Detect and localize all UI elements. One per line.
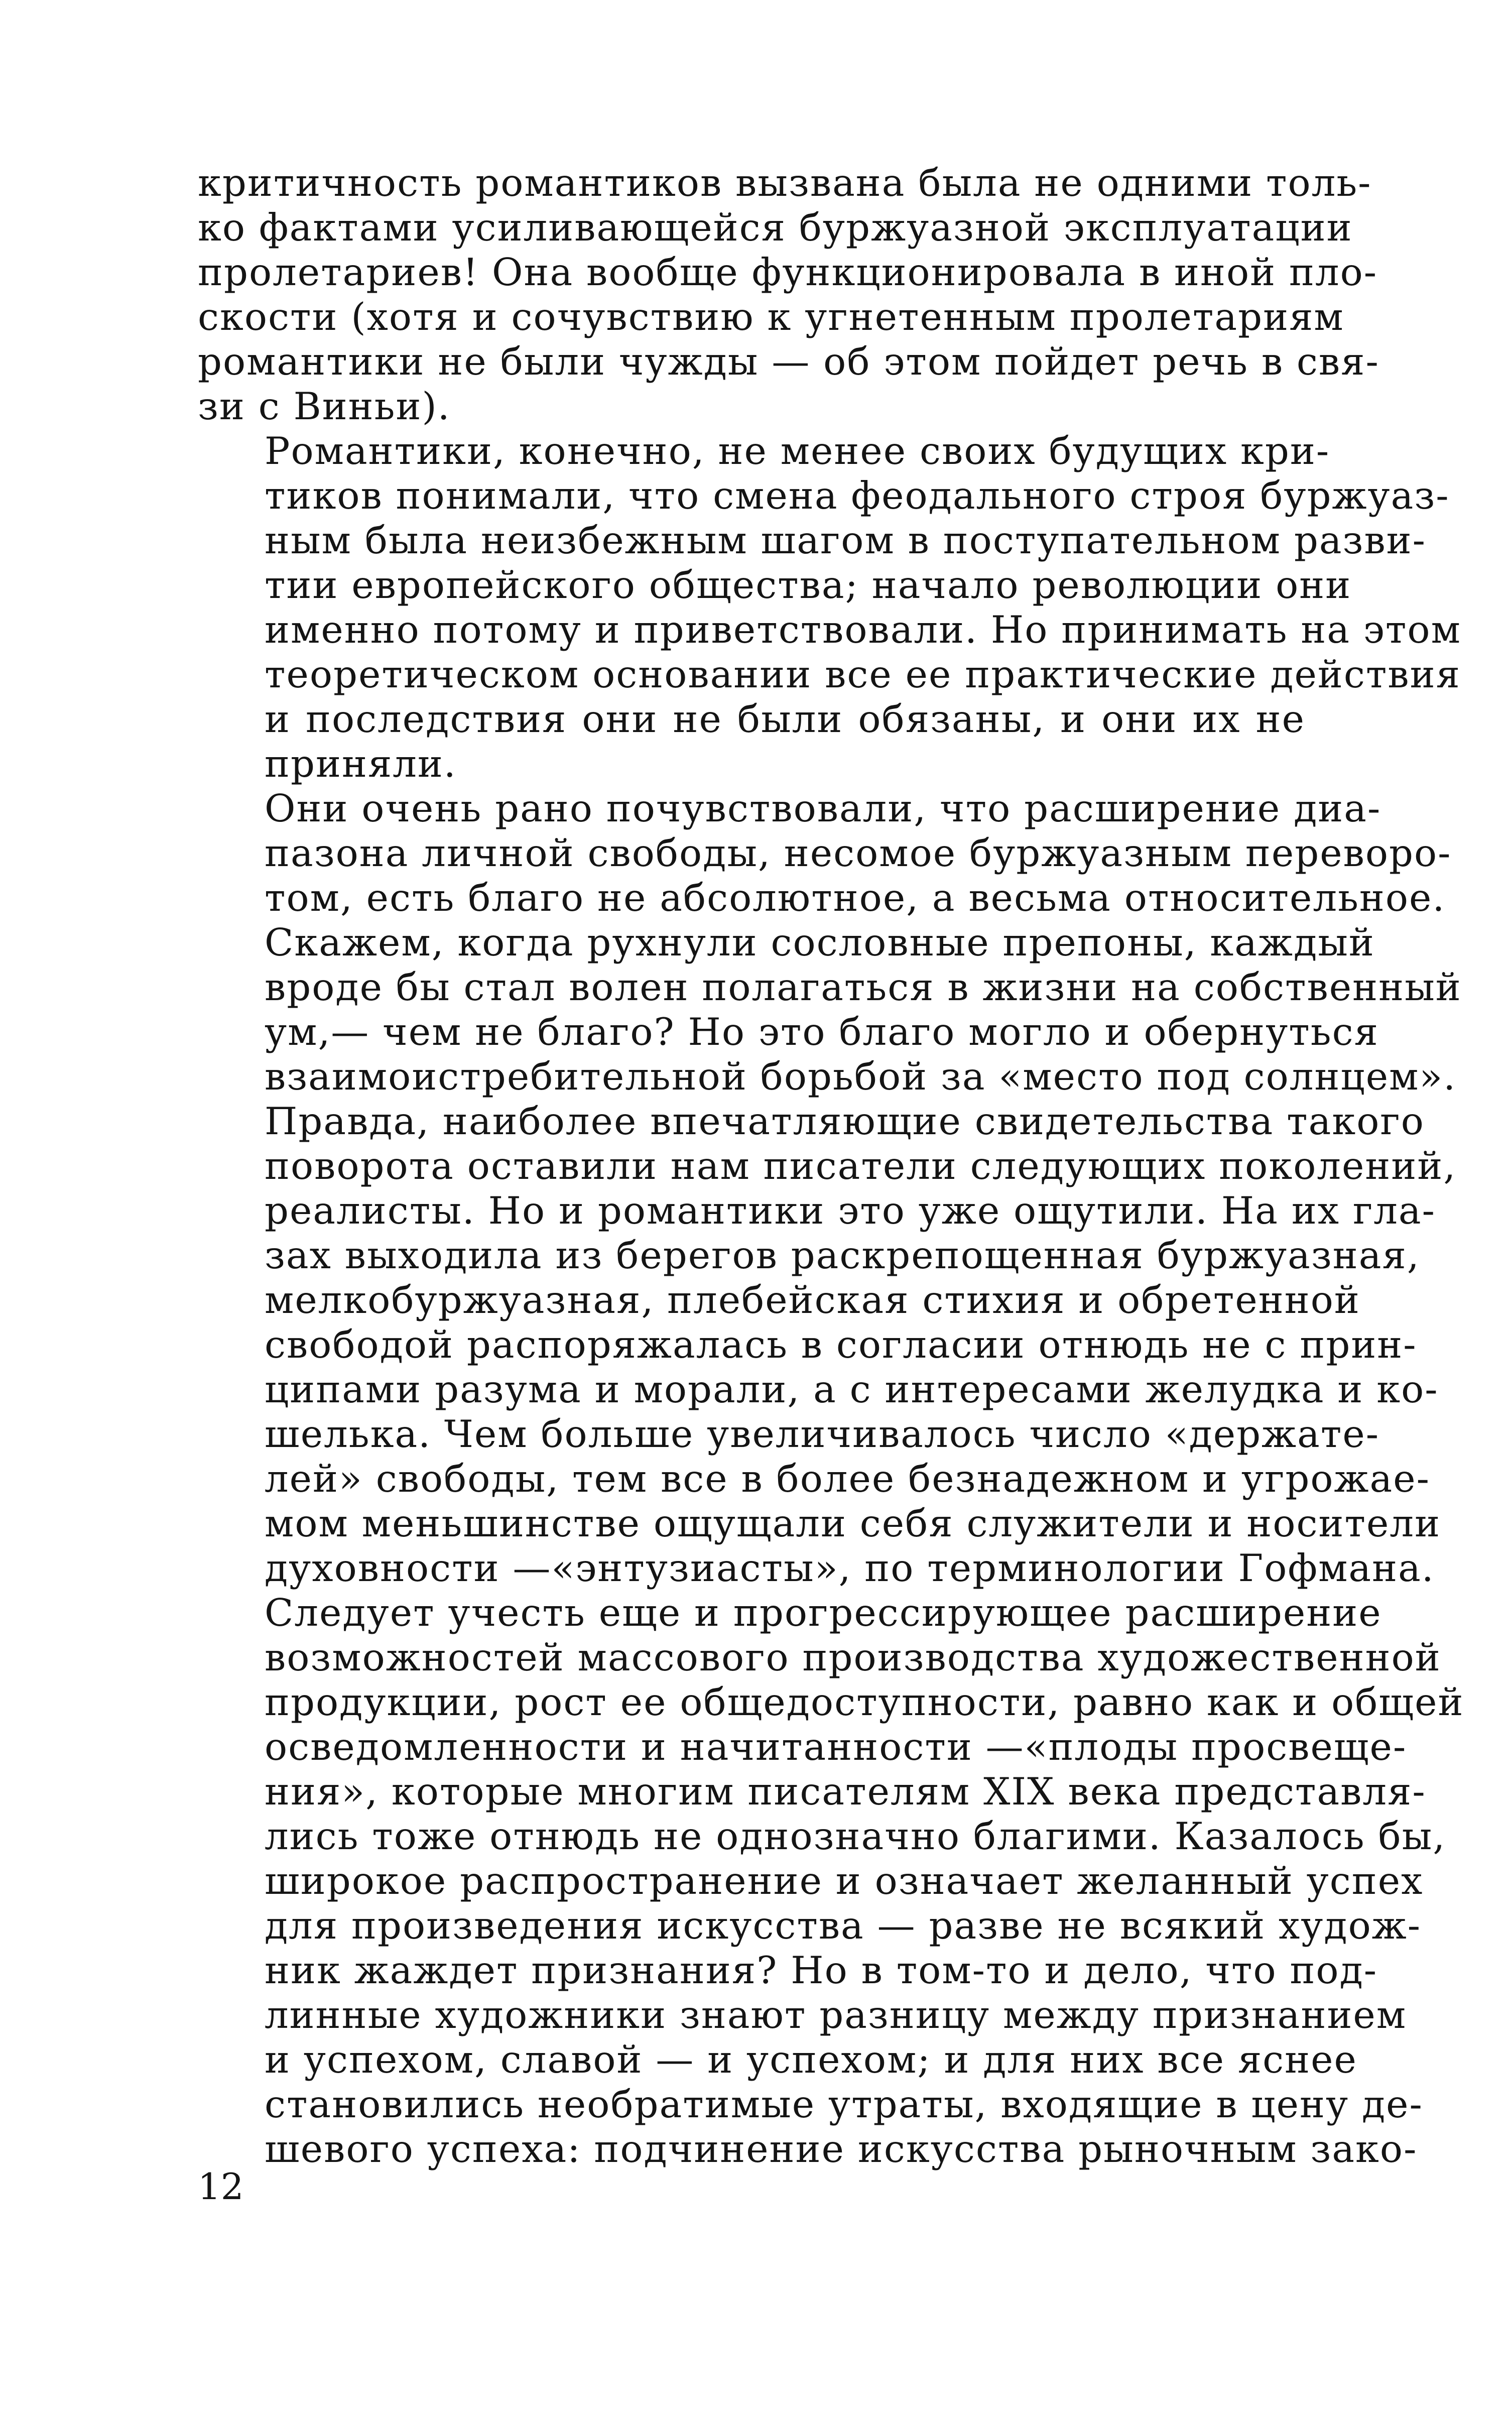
text-line: продукции, рост ее общедоступности, равно как и общей [265, 1680, 1464, 1724]
text-line: ния», которые многим писателям XIX века представля- [265, 1769, 1426, 1814]
text-line: свободой распоряжалась в согласии отнюдь не с прин- [265, 1322, 1417, 1367]
text-line: становились необратимые утраты, входящие в цену де- [265, 2082, 1423, 2126]
text-line: возможностей массового производства художественной [265, 1635, 1441, 1679]
text-line: осведомленности и начитанности —«плоды просвеще- [265, 1725, 1407, 1769]
page-number: 12 [198, 2165, 244, 2208]
text-line: вроде бы стал волен полагаться в жизни на собственный [265, 965, 1462, 1009]
body-text [198, 161, 1464, 2172]
text-line: широкое распространение и означает желанный успех [265, 1859, 1424, 1903]
text-line: скости (хотя и сочувствию к угнетенным пролетариям [198, 295, 1344, 339]
paragraph [198, 161, 1379, 429]
text-line: ципами разума и морали, а с интересами желудка и ко- [265, 1367, 1439, 1411]
text-line: романтики не были чужды — об этом пойдет речь в свя- [198, 339, 1379, 384]
text-line: лись тоже отнюдь не однозначно благими. Казалось бы, [265, 1814, 1446, 1858]
text-line: Они очень рано почувствовали, что расширение диа- [265, 786, 1381, 830]
text-line: зах выходила из берегов раскрепощенная буржуазная, [265, 1233, 1420, 1277]
text-line: именно потому и приветствовали. Но принимать на этом [265, 608, 1461, 652]
text-line: духовности —«энтузиасты», по терминологии Гофмана. [265, 1546, 1435, 1590]
text-line: Скажем, когда рухнули сословные препоны, каждый [265, 920, 1375, 964]
text-line: Правда, наиболее впечатляющие свидетельства такого [265, 1099, 1425, 1143]
text-line: критичность романтиков вызвана была не одними толь- [198, 161, 1372, 205]
text-line: теоретическом основании все ее практические действия [265, 652, 1461, 696]
text-line: реалисты. Но и романтики это уже ощутили. На их гла- [265, 1188, 1436, 1233]
text-line: лей» свободы, тем все в более безнадежном и угрожае- [265, 1457, 1430, 1501]
text-line: поворота оставили нам писатели следующих поколений, [265, 1144, 1457, 1188]
text-line: линные художники знают разницу между признанием [265, 1993, 1407, 2037]
text-line: ник жаждет признания? Но в том-то и дело, что под- [265, 1948, 1378, 1992]
text-line: пазона личной свободы, несомое буржуазным переворо- [265, 831, 1452, 875]
text-line: тии европейского общества; начало революции они [265, 563, 1352, 607]
paragraph [198, 786, 1462, 1591]
text-line: пролетариев! Она вообще функционировала в иной пло- [198, 250, 1378, 294]
text-line: тиков понимали, что смена феодального строя буржуаз- [265, 473, 1450, 518]
text-line: приняли. [265, 742, 457, 786]
text-line: ко фактами усиливающейся буржуазной эксплуатации [198, 205, 1353, 250]
text-line: взаимоистребительной борьбой за «место под солнцем». [265, 1054, 1457, 1099]
text-line: шевого успеха: подчинение искусства рыночным зако- [265, 2127, 1418, 2171]
text-line: ным была неизбежным шагом в поступательном разви- [265, 518, 1427, 562]
text-line: зи с Виньи). [198, 384, 451, 428]
text-line: Следует учесть еще и прогрессирующее расширение [265, 1591, 1382, 1635]
text-line: том, есть благо не абсолютное, а весьма относительное. [265, 876, 1446, 920]
text-line: Романтики, конечно, не менее своих будущих кри- [265, 429, 1330, 473]
text-line: и последствия они не были обязаны, и они их не [265, 697, 1305, 741]
text-line: мелкобуржуазная, плебейская стихия и обретенной [265, 1278, 1360, 1322]
text-line: для произведения искусства — разве не всякий худож- [265, 1903, 1422, 1948]
paragraph [198, 1591, 1464, 2172]
text-line: шелька. Чем больше увеличивалось число «держате- [265, 1412, 1380, 1456]
text-line: и успехом, славой — и успехом; и для них все яснее [265, 2037, 1357, 2082]
text-line: мом меньшинстве ощущали себя служители и носители [265, 1501, 1441, 1545]
paragraph [198, 429, 1461, 786]
text-line: ум,— чем не благо? Но это благо могло и обернуться [265, 1010, 1379, 1054]
